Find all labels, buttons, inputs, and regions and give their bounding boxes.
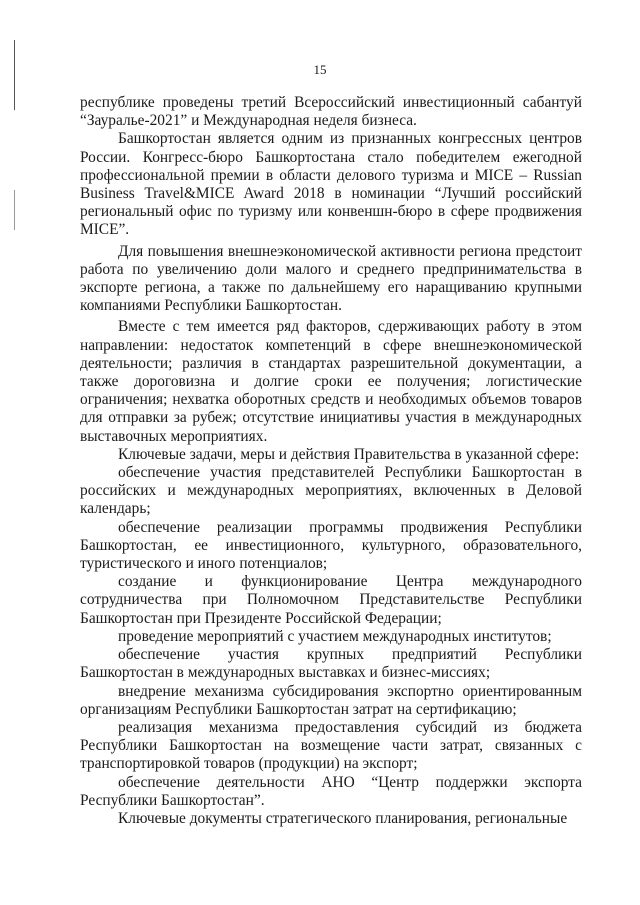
- paragraph: реализация механизма предоставления субсидий из бюджета Республики Башкортостан на возмещение части затрат, связанных с транспортировкой товаров (продукции) на экспорт;: [80, 718, 582, 773]
- paragraph: республике проведены третий Всероссийский инвестиционный сабантуй “Зауралье-2021” и Международная неделя бизнеса.: [80, 94, 582, 130]
- paragraph: проведение мероприятий с участием международных институтов;: [118, 627, 552, 645]
- paragraph: обеспечение участия представителей Республики Башкортостан в российских и международных мероприятиях, включенных в Деловой календарь;: [80, 464, 582, 518]
- paragraph: обеспечение деятельности АНО “Центр поддержки экспорта Республики Башкортостан”.: [80, 773, 582, 809]
- scan-margin-line: [14, 190, 15, 230]
- paragraph: Ключевые задачи, меры и действия Правительства в указанной сфере:: [118, 445, 580, 463]
- paragraph: Ключевые документы стратегического планирования, региональные: [118, 809, 568, 827]
- paragraph: обеспечение реализации программы продвижения Республики Башкортостан, ее инвестиционного, культурного, образовательного, туристического и иного потенциалов;: [80, 518, 582, 573]
- paragraph: внедрение механизма субсидирования экспортно ориентированным организациям Республики Башкортостан затрат на сертификацию;: [80, 682, 582, 718]
- document-body: [80, 94, 582, 828]
- paragraph: Для повышения внешнеэкономической активности региона предстоит работа по увеличению доли малого и среднего предпринимательства в экспорте региона, а также по дальнейшему его наращиванию крупными компаниями Республики Башкортостан.: [80, 242, 582, 315]
- paragraph: Вместе с тем имеется ряд факторов, сдерживающих работу в этом направлении: недостаток компетенций в сфере внешнеэкономической деятельности; различия в стандартах разрешительной документации, а также дороговизна и долгие сроки ее получения; логистические ограничения; нехватка оборотных средств и необходимых объемов товаров для отправки за рубеж; отсутствие инициативы участия в международных выставочных мероприятиях.: [80, 318, 582, 445]
- page-number: 15: [313, 62, 327, 77]
- paragraph: обеспечение участия крупных предприятий Республики Башкортостан в международных выставках и бизнес-миссиях;: [80, 646, 582, 682]
- paragraph: создание и функционирование Центра международного сотрудничества при Полномочном Представительстве Республики Башкортостан при Президенте Российской Федерации;: [80, 573, 582, 627]
- paragraph: Башкортостан является одним из признанных конгрессных центров России. Конгресс-бюро Башкортостана стало победителем ежегодной профессиональной премии в области делового туризма и MICE – Russian Business Travel&MICE Award 2018 в номинации “Лучший российский региональный офис по туризму или конвеншн-бюро в сфере продвижения MICE”.: [80, 130, 582, 239]
